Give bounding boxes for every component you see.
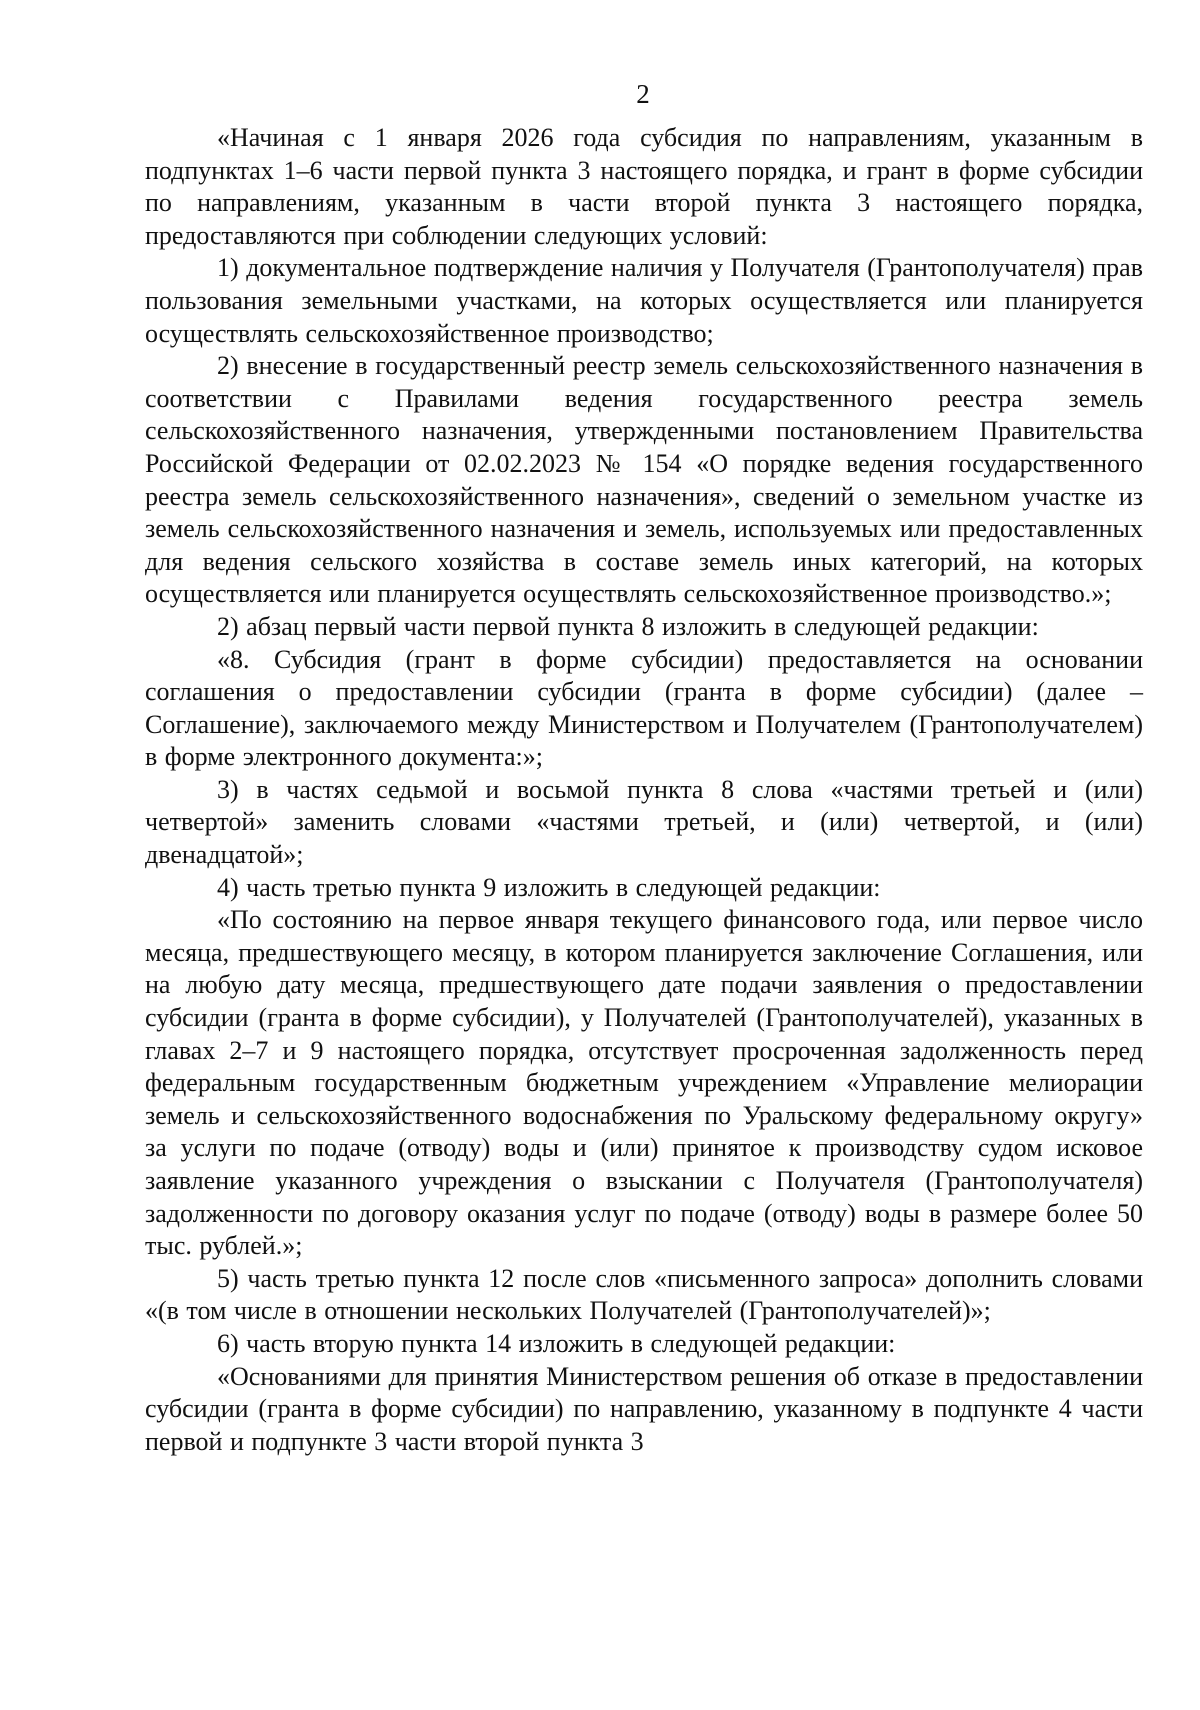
paragraph-condition-2: 2) внесение в государственный реестр земель сельскохозяйственного назначения в соответствии с Правилами ведения государственного реестра земель сельскохозяйственного назначения, утвержденными постановлением Правительства Российской Федерации от 02.02.2023 № 154 «О порядке ведения государственного реестра земель сельскохозяйственного назначения», сведений о земельном участке из земель сельскохозяйственного назначения и земель, используемых или предоставленных для ведения сельского хозяйства в составе земель иных категорий, на которых осуществляется или планируется осуществлять сельскохозяйственное производство.»; (145, 351, 1143, 609)
paragraph-amendment-6: 6) часть вторую пункта 14 изложить в следующей редакции: (217, 1328, 896, 1358)
page-number: 2 (636, 79, 650, 109)
paragraph-clause-8: «8. Субсидия (грант в форме субсидии) предоставляется на основании соглашения о предоставлении субсидии (гранта в форме субсидии) (далее – Соглашение), заключаемого между Министерством и Получателем (Грантополучателем) в форме электронного документа:»; (145, 644, 1143, 772)
paragraph-amendment-5: 5) часть третью пункта 12 после слов «письменного запроса» дополнить словами «(в том числе в отношении нескольких Получателей (Грантополучателей)»; (145, 1263, 1143, 1326)
paragraph-amendment-2: 2) абзац первый части первой пункта 8 изложить в следующей редакции: (217, 611, 1039, 641)
paragraph-clause-14-text: «Основаниями для принятия Министерством решения об отказе в предоставлении субсидии (гранта в форме субсидии) по направлению, указанному в подпункте 4 части первой и подпункте 3 части второй пункта 3 (145, 1361, 1143, 1456)
paragraph-amendment-3: 3) в частях седьмой и восьмой пункта 8 слова «частями третьей и (или) четвертой» заменить словами «частями третьей, и (или) четвертой, и (или) двенадцатой»; (145, 774, 1143, 870)
paragraph-amendment-4: 4) часть третью пункта 9 изложить в следующей редакции: (217, 872, 881, 902)
paragraph-clause-9-text: «По состоянию на первое января текущего финансового года, или первое число месяца, предшествующего месяцу, в котором планируется заключение Соглашения, или на любую дату месяца, предшествующего дате подачи заявления о предоставлении субсидии (гранта в форме субсидии), у Получателей (Грантополучателей), указанных в главах 2–7 и 9 настоящего порядка, отсутствует просроченная задолженность перед федеральным государственным бюджетным учреждением «Управление мелиорации земель и сельскохозяйственного водоснабжения по Уральскому федеральному округу» за услуги по подаче (отводу) воды и (или) принятое к производству судом исковое заявление указанного учреждения о взыскании с Получателя (Грантополучателя) задолженности по договору оказания услуг по подаче (отводу) воды в размере более 50 тыс. рублей.»; (145, 905, 1143, 1261)
paragraph-conditions-intro: «Начиная с 1 января 2026 года субсидия по направлениям, указанным в подпунктах 1–6 части первой пункта 3 настоящего порядка, и грант в форме субсидии по направлениям, указанным в части второй пункта 3 настоящего порядка, предоставляются при соблюдении следующих условий: (145, 123, 1143, 250)
document-body (145, 122, 1143, 1458)
paragraph-condition-1: 1) документальное подтверждение наличия у Получателя (Грантополучателя) прав пользования земельными участками, на которых осуществляется или планируется осуществлять сельскохозяйственное производство; (145, 253, 1143, 348)
